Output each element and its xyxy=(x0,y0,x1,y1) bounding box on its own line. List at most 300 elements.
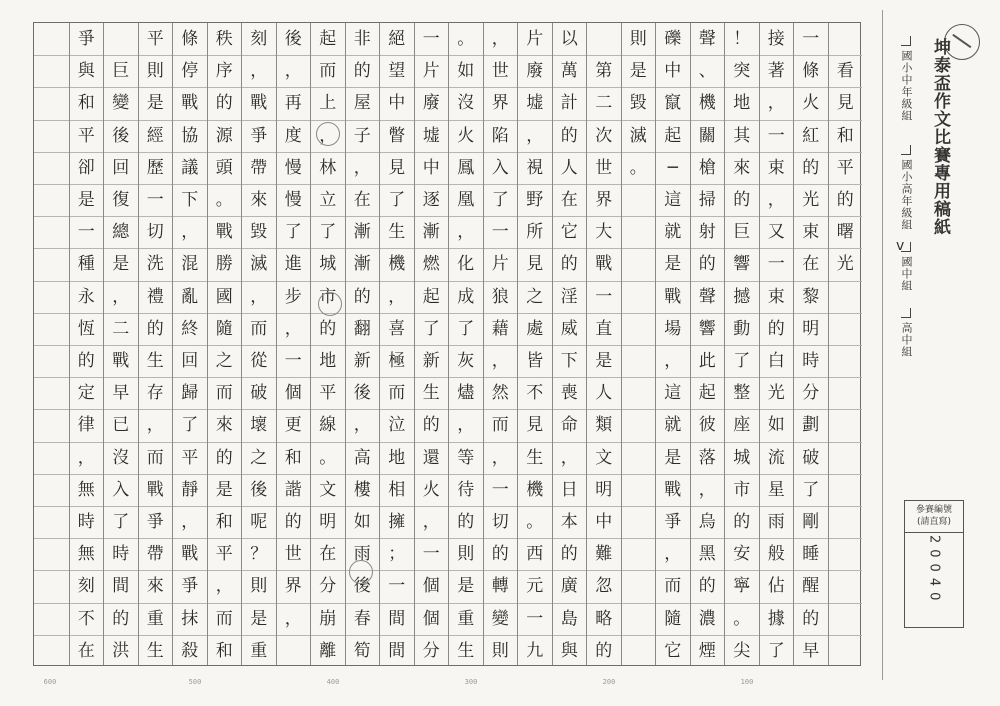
grid-cell: 突 xyxy=(725,55,759,87)
category-label: 國小高年級組 xyxy=(900,159,913,231)
grid-cell: 撼 xyxy=(725,281,759,313)
counter-label: 500 xyxy=(188,678,202,686)
grid-cell: 帶 xyxy=(242,152,276,184)
grid-cell: 烏 xyxy=(691,506,725,538)
grid-cell: 爭 xyxy=(173,570,207,602)
grid-cell: 從 xyxy=(242,345,276,377)
grid-cell: 束 xyxy=(760,281,794,313)
grid-cell: 視 xyxy=(518,152,552,184)
grid-cell: 中 xyxy=(380,87,414,119)
grid-cell: 在 xyxy=(553,184,587,216)
grid-cell: 戰 xyxy=(242,87,276,119)
grid-cell: 如 xyxy=(346,506,380,538)
grid-cell: 而 xyxy=(311,55,345,87)
grid-cell: 混 xyxy=(173,248,207,280)
grid-cell xyxy=(34,216,69,248)
grid-cell: 世 xyxy=(277,538,311,570)
grid-cell: 。 xyxy=(622,152,656,184)
grid-cell: 寧 xyxy=(725,570,759,602)
grid-cell xyxy=(34,55,69,87)
grid-cell: 進 xyxy=(277,248,311,280)
grid-cell: 樓 xyxy=(346,474,380,506)
grid-column xyxy=(69,23,104,665)
grid-cell: 新 xyxy=(415,345,449,377)
grid-cell: 又 xyxy=(760,216,794,248)
grid-column xyxy=(552,23,587,665)
grid-cell xyxy=(622,538,656,570)
grid-cell: 後 xyxy=(242,474,276,506)
grid-cell: 慢 xyxy=(277,184,311,216)
grid-cell: 島 xyxy=(553,603,587,635)
grid-cell xyxy=(34,152,69,184)
grid-cell: 了 xyxy=(311,216,345,248)
grid-cell: ， xyxy=(760,87,794,119)
grid-cell: 日 xyxy=(553,474,587,506)
grid-cell: 隨 xyxy=(656,603,690,635)
grid-cell xyxy=(34,635,69,667)
grid-cell: 據 xyxy=(760,603,794,635)
grid-cell: 了 xyxy=(104,506,138,538)
grid-cell: 間 xyxy=(380,603,414,635)
grid-cell xyxy=(622,635,656,667)
grid-cell: 般 xyxy=(760,538,794,570)
grid-cell xyxy=(587,23,621,55)
grid-cell: ； xyxy=(380,538,414,570)
grid-cell: 機 xyxy=(518,474,552,506)
grid-cell: 早 xyxy=(104,377,138,409)
grid-cell: 起 xyxy=(319,28,337,49)
grid-cell: 立 xyxy=(311,184,345,216)
grid-cell xyxy=(34,603,69,635)
grid-cell: 而 xyxy=(242,313,276,345)
grid-cell: 如 xyxy=(760,409,794,441)
grid-cell: 世 xyxy=(587,152,621,184)
grid-cell: 戰 xyxy=(173,538,207,570)
grid-cell: 的 xyxy=(208,442,242,474)
grid-cell xyxy=(34,538,69,570)
grid-cell xyxy=(829,538,863,570)
grid-cell: 不 xyxy=(518,377,552,409)
grid-cell: 狼 xyxy=(484,281,518,313)
grid-cell: 墟 xyxy=(415,120,449,152)
grid-column xyxy=(586,23,621,665)
grid-cell: 重 xyxy=(139,603,173,635)
grid-cell: 的 xyxy=(208,87,242,119)
grid-cell: 泣 xyxy=(380,409,414,441)
grid-cell: 這 xyxy=(656,184,690,216)
grid-cell: 起 xyxy=(691,377,725,409)
grid-cell: 平 xyxy=(173,442,207,474)
grid-cell: 滅 xyxy=(622,120,656,152)
grid-cell xyxy=(277,635,311,667)
grid-cell: 平 xyxy=(829,152,863,184)
grid-cell: 總 xyxy=(104,216,138,248)
grid-cell: 就 xyxy=(656,216,690,248)
grid-cell: 的 xyxy=(484,538,518,570)
grid-cell: 野 xyxy=(518,184,552,216)
grid-cell xyxy=(34,570,69,602)
grid-cell: 佔 xyxy=(760,570,794,602)
grid-cell: 回 xyxy=(173,345,207,377)
grid-cell: 成 xyxy=(449,281,483,313)
grid-cell: ， xyxy=(346,409,380,441)
grid-cell xyxy=(829,377,863,409)
grid-cell: ， xyxy=(691,474,725,506)
grid-cell: 線 xyxy=(311,409,345,441)
grid-cell: 的 xyxy=(553,248,587,280)
grid-cell: 後 xyxy=(284,28,302,49)
grid-cell xyxy=(829,345,863,377)
grid-cell: 隨 xyxy=(208,313,242,345)
category-option[interactable] xyxy=(898,36,914,122)
grid-cell: 一 xyxy=(484,216,518,248)
grid-cell: 筍 xyxy=(346,635,380,667)
grid-cell: 燼 xyxy=(449,377,483,409)
grid-cell: 這 xyxy=(656,377,690,409)
grid-cell: 是 xyxy=(70,184,104,216)
grid-cell: 大 xyxy=(587,216,621,248)
grid-cell: 滅 xyxy=(242,248,276,280)
grid-cell: 還 xyxy=(415,442,449,474)
grid-cell: 一 xyxy=(518,603,552,635)
grid-cell: 的 xyxy=(415,409,449,441)
grid-cell: 城 xyxy=(311,248,345,280)
grid-cell: 礫 xyxy=(664,28,682,49)
grid-cell: 等 xyxy=(449,442,483,474)
checkbox-icon[interactable] xyxy=(901,308,911,318)
grid-cell: 帶 xyxy=(139,538,173,570)
grid-column xyxy=(448,23,483,665)
grid-cell: 的 xyxy=(794,603,828,635)
grid-cell: 陷 xyxy=(484,120,518,152)
grid-cell: 星 xyxy=(760,474,794,506)
grid-cell: 喜 xyxy=(380,313,414,345)
grid-cell: 淫 xyxy=(553,281,587,313)
grid-cell: 毀 xyxy=(242,216,276,248)
grid-cell: 的 xyxy=(104,603,138,635)
writing-grid xyxy=(33,22,861,666)
grid-cell: 林 xyxy=(311,152,345,184)
grid-cell: 它 xyxy=(656,635,690,667)
grid-cell: 入 xyxy=(484,152,518,184)
grid-cell: 一 xyxy=(422,28,440,49)
grid-cell: 煙 xyxy=(691,635,725,667)
grid-cell: 的 xyxy=(139,313,173,345)
grid-cell: 和 xyxy=(829,120,863,152)
grid-cell xyxy=(829,313,863,345)
grid-cell: 殺 xyxy=(173,635,207,667)
grid-cell: 秩 xyxy=(215,28,233,49)
grid-cell: 破 xyxy=(794,442,828,474)
grid-cell: 是 xyxy=(587,345,621,377)
grid-cell: 之 xyxy=(242,442,276,474)
grid-cell: 平 xyxy=(311,377,345,409)
grid-cell: 火 xyxy=(449,120,483,152)
grid-cell xyxy=(34,281,69,313)
grid-cell: 明 xyxy=(311,506,345,538)
grid-cell: 入 xyxy=(104,474,138,506)
grid-column xyxy=(483,23,518,665)
grid-cell: 則 xyxy=(484,635,518,667)
grid-cell: 廢 xyxy=(415,87,449,119)
grid-cell: 是 xyxy=(104,248,138,280)
grid-cell xyxy=(829,281,863,313)
grid-cell: 市 xyxy=(725,474,759,506)
grid-cell: 永 xyxy=(70,281,104,313)
grid-cell: 直 xyxy=(587,313,621,345)
grid-cell: 戰 xyxy=(104,345,138,377)
grid-cell: 在 xyxy=(794,248,828,280)
grid-cell: 的 xyxy=(691,570,725,602)
grid-cell: 沒 xyxy=(449,87,483,119)
grid-cell: 此 xyxy=(691,345,725,377)
grid-cell: 火 xyxy=(794,87,828,119)
grid-cell: 漸 xyxy=(415,216,449,248)
grid-cell: 界 xyxy=(587,184,621,216)
grid-cell: 一 xyxy=(415,538,449,570)
grid-cell: ， xyxy=(242,281,276,313)
category-label: 國小中年級組 xyxy=(900,50,913,122)
form-title: 坤泰盃作文比賽專用稿紙 xyxy=(930,38,950,236)
counter-label: 200 xyxy=(602,678,616,686)
grid-cell: 明 xyxy=(794,313,828,345)
grid-cell: 逐 xyxy=(415,184,449,216)
grid-cell: 分 xyxy=(311,570,345,602)
grid-cell: 與 xyxy=(553,635,587,667)
grid-cell: 鳳 xyxy=(449,152,483,184)
grid-cell: ， xyxy=(242,55,276,87)
grid-cell: 和 xyxy=(208,635,242,667)
grid-cell: ， xyxy=(277,55,311,87)
grid-column xyxy=(793,23,828,665)
grid-cell: 槍 xyxy=(691,152,725,184)
grid-cell: ， xyxy=(380,281,414,313)
grid-cell: 曙 xyxy=(829,216,863,248)
grid-cell: 慢 xyxy=(277,152,311,184)
grid-cell: 歷 xyxy=(139,152,173,184)
grid-cell: 落 xyxy=(691,442,725,474)
grid-cell xyxy=(104,23,138,55)
grid-cell: 爭 xyxy=(656,506,690,538)
grid-cell: 源 xyxy=(208,120,242,152)
grid-cell: 著 xyxy=(760,55,794,87)
grid-cell: 分 xyxy=(415,635,449,667)
grid-cell xyxy=(34,474,69,506)
grid-cell: 在 xyxy=(70,635,104,667)
grid-cell: 處 xyxy=(518,313,552,345)
grid-column xyxy=(828,23,863,665)
checkbox-icon[interactable] xyxy=(901,36,911,46)
grid-cell: 序 xyxy=(208,55,242,87)
grid-cell xyxy=(34,377,69,409)
grid-cell: 是 xyxy=(622,55,656,87)
grid-cell: 後 xyxy=(346,377,380,409)
entry-number-value: 20040 xyxy=(926,535,942,607)
grid-cell: 的 xyxy=(277,506,311,538)
grid-cell: 間 xyxy=(380,635,414,667)
grid-cell: 翻 xyxy=(346,313,380,345)
grid-cell: 早 xyxy=(794,635,828,667)
grid-cell: ， xyxy=(553,442,587,474)
grid-cell: 射 xyxy=(691,216,725,248)
grid-cell: 而 xyxy=(208,377,242,409)
grid-cell: 的 xyxy=(449,506,483,538)
grid-cell: 在 xyxy=(311,538,345,570)
grid-cell xyxy=(829,23,863,55)
grid-cell: 響 xyxy=(691,313,725,345)
grid-cell: 計 xyxy=(553,87,587,119)
grid-cell: 之 xyxy=(208,345,242,377)
grid-cell: 而 xyxy=(484,409,518,441)
grid-cell: 破 xyxy=(242,377,276,409)
grid-cell xyxy=(34,442,69,474)
grid-cell: 望 xyxy=(380,55,414,87)
grid-cell: 流 xyxy=(760,442,794,474)
grid-cell: 頭 xyxy=(208,152,242,184)
grid-cell: 場 xyxy=(656,313,690,345)
grid-cell: 平 xyxy=(70,120,104,152)
grid-cell: 雨 xyxy=(346,538,380,570)
grid-cell: ， xyxy=(656,345,690,377)
grid-cell: 元 xyxy=(518,570,552,602)
grid-cell: 城 xyxy=(725,442,759,474)
grid-cell: 一 xyxy=(802,28,820,49)
grid-cell: ， xyxy=(760,184,794,216)
grid-cell: 如 xyxy=(449,55,483,87)
grid-cell: 的 xyxy=(346,281,380,313)
grid-cell: ， xyxy=(449,216,483,248)
grid-cell: 諧 xyxy=(277,474,311,506)
grid-cell: 劃 xyxy=(794,409,828,441)
grid-column xyxy=(34,23,69,665)
grid-cell: 剛 xyxy=(794,506,828,538)
grid-cell: 的 xyxy=(794,152,828,184)
grid-cell: 次 xyxy=(587,120,621,152)
grid-cell: ， xyxy=(484,442,518,474)
grid-cell: 瞥 xyxy=(380,120,414,152)
category-option[interactable] xyxy=(898,308,914,358)
grid-cell: 然 xyxy=(484,377,518,409)
grid-cell: 聲 xyxy=(691,281,725,313)
grid-cell: 條 xyxy=(794,55,828,87)
grid-cell: 見 xyxy=(518,248,552,280)
grid-cell: 來 xyxy=(208,409,242,441)
grid-cell: 平 xyxy=(146,28,164,49)
entry-number-box[interactable] xyxy=(904,500,964,628)
grid-cell: 國 xyxy=(208,281,242,313)
grid-cell: 則 xyxy=(242,570,276,602)
grid-cell: ─ xyxy=(656,152,690,184)
grid-cell: 片 xyxy=(415,55,449,87)
grid-cell: 回 xyxy=(104,152,138,184)
grid-cell: 聲 xyxy=(698,28,716,49)
entry-label-line: (請直寫) xyxy=(916,516,952,527)
grid-cell: 個 xyxy=(277,377,311,409)
grid-cell: 重 xyxy=(449,603,483,635)
grid-cell: 是 xyxy=(449,570,483,602)
grid-cell: 崩 xyxy=(311,603,345,635)
counter-label: 100 xyxy=(740,678,754,686)
grid-cell: 其 xyxy=(725,120,759,152)
grid-cell: 喪 xyxy=(553,377,587,409)
grid-cell: 無 xyxy=(70,538,104,570)
grid-cell: ， xyxy=(277,313,311,345)
grid-cell: 更 xyxy=(277,409,311,441)
grid-cell: 刻 xyxy=(70,570,104,602)
grid-cell: 白 xyxy=(760,345,794,377)
grid-cell: 與 xyxy=(70,55,104,87)
grid-cell: ， xyxy=(173,216,207,248)
grid-cell: ， xyxy=(518,120,552,152)
grid-cell: ， xyxy=(70,442,104,474)
grid-cell: 下 xyxy=(173,184,207,216)
grid-cell: 了 xyxy=(449,313,483,345)
grid-cell: 明 xyxy=(587,474,621,506)
grid-cell: 是 xyxy=(656,248,690,280)
grid-cell: 亂 xyxy=(173,281,207,313)
grid-column xyxy=(690,23,725,665)
grid-cell xyxy=(622,184,656,216)
grid-cell: 則 xyxy=(449,538,483,570)
grid-cell: 轉 xyxy=(484,570,518,602)
grid-cell: 了 xyxy=(484,184,518,216)
grid-column xyxy=(621,23,656,665)
grid-cell: 高 xyxy=(346,442,380,474)
counter-label: 600 xyxy=(43,678,57,686)
grid-cell xyxy=(829,570,863,602)
grid-cell: 起 xyxy=(656,120,690,152)
grid-cell: 而 xyxy=(139,442,173,474)
grid-cell: 來 xyxy=(242,184,276,216)
grid-cell: ， xyxy=(208,570,242,602)
grid-cell: ， xyxy=(346,152,380,184)
grid-cell: 人 xyxy=(587,377,621,409)
grid-cell: 的 xyxy=(553,538,587,570)
grid-cell: 再 xyxy=(277,87,311,119)
grid-cell: 步 xyxy=(277,281,311,313)
grid-cell: 九 xyxy=(518,635,552,667)
grid-cell: 略 xyxy=(587,603,621,635)
grid-cell xyxy=(829,474,863,506)
grid-cell: 在 xyxy=(346,184,380,216)
category-option[interactable] xyxy=(898,145,914,231)
grid-cell: 毀 xyxy=(622,87,656,119)
grid-cell: 戰 xyxy=(208,216,242,248)
grid-cell: 洗 xyxy=(139,248,173,280)
grid-cell xyxy=(34,23,69,55)
grid-cell: 絕 xyxy=(388,28,406,49)
grid-cell: 切 xyxy=(139,216,173,248)
counter-label: 400 xyxy=(326,678,340,686)
grid-cell: 竄 xyxy=(656,87,690,119)
grid-cell xyxy=(622,216,656,248)
grid-cell: 壞 xyxy=(242,409,276,441)
grid-cell xyxy=(622,281,656,313)
grid-cell xyxy=(622,474,656,506)
grid-cell: 是 xyxy=(242,603,276,635)
grid-cell xyxy=(622,377,656,409)
grid-cell: ， xyxy=(449,409,483,441)
checkbox-icon[interactable] xyxy=(901,145,911,155)
grid-cell: 地 xyxy=(725,87,759,119)
grid-cell: 一 xyxy=(484,474,518,506)
grid-cell: 見 xyxy=(829,87,863,119)
grid-cell: 後 xyxy=(346,570,380,602)
grid-cell: 響 xyxy=(725,248,759,280)
grid-cell: 非 xyxy=(353,28,371,49)
grid-cell xyxy=(34,409,69,441)
grid-cell: 以 xyxy=(560,28,578,49)
